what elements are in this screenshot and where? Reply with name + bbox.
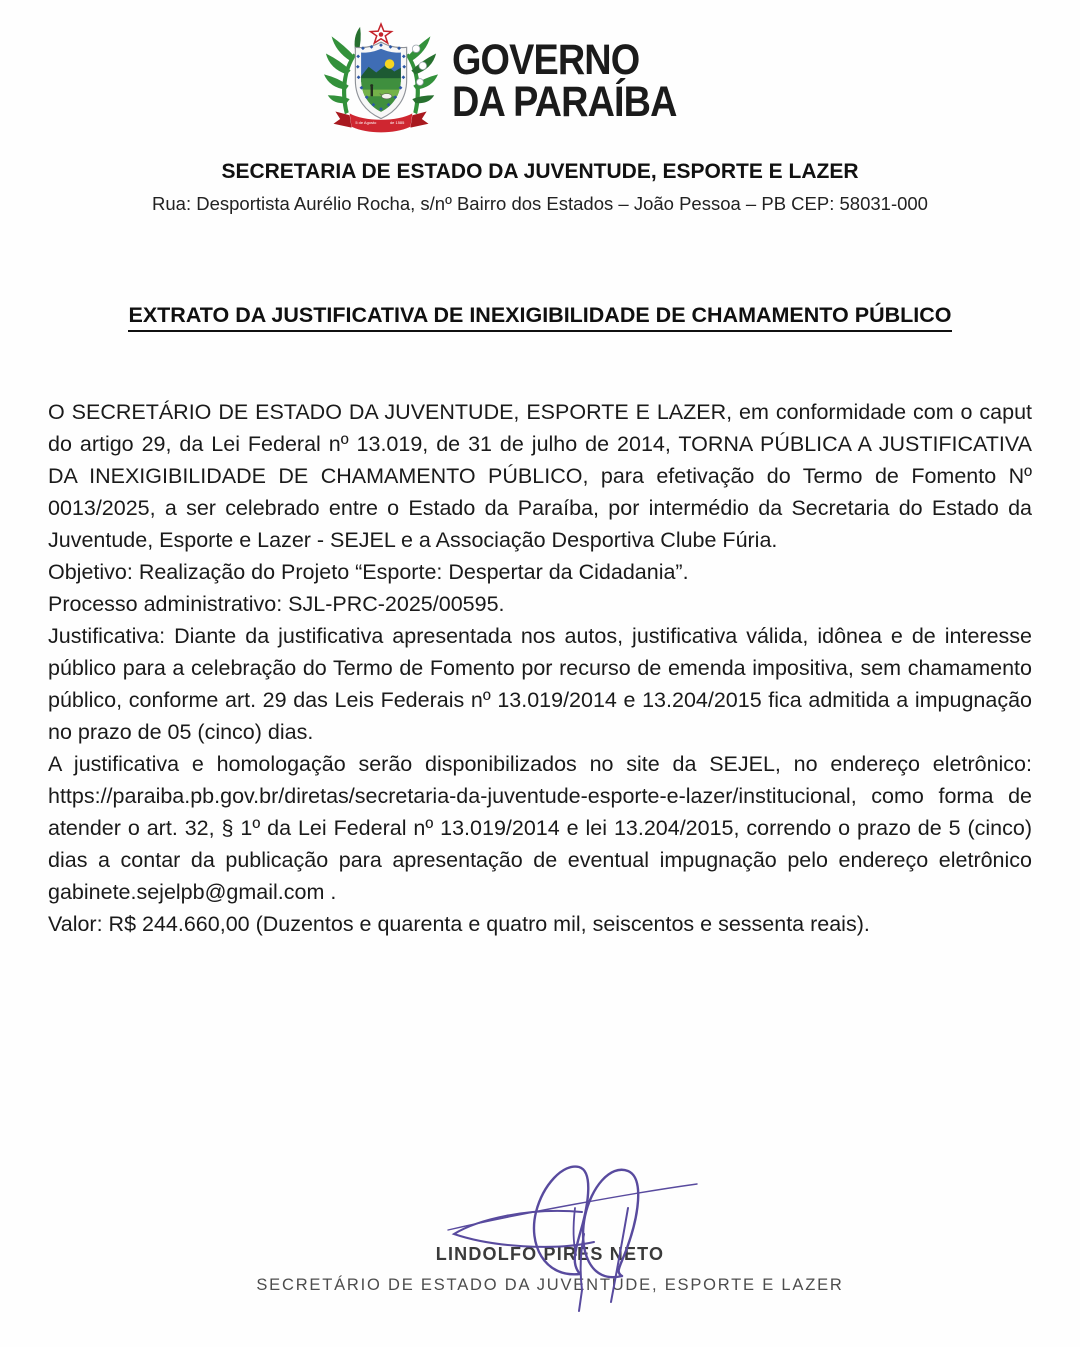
signer-name: LINDOLFO PIRES NETO <box>435 1244 665 1264</box>
document-paragraph-publicacao: A justificativa e homologação serão disponibilizados no site da SEJEL, no endereço eletrônico: https://paraiba.pb.gov.br/diretas/secretaria-da-juventude-esporte-e-lazer/institucional, como forma de atender o art. 32, § 1º da Lei Federal nº 13.019/2014 e lei 13.204/2015, correndo o prazo de 5 (cinco) dias a contar da publicação para apresentação de eventual impugnação pelo endereço eletrônico gabinete.sejelpb@gmail.com . <box>48 752 1032 904</box>
government-name <box>452 36 677 126</box>
document-paragraph-justificativa: Justificativa: Diante da justificativa apresentada nos autos, justificativa válida, idônea e de interesse público para a celebração do Termo de Fomento por recurso de emenda impositiva, sem chamamento público, conforme art. 29 das Leis Federais nº 13.019/2014 e 13.204/2015 fica admitida a impugnação no prazo de 05 (cinco) dias. <box>48 624 1032 744</box>
secretariat-name: SECRETARIA DE ESTADO DA JUVENTUDE, ESPORTE E LAZER <box>221 160 859 183</box>
government-logo <box>0 22 1056 142</box>
document-paragraph: O SECRETÁRIO DE ESTADO DA JUVENTUDE, ESPORTE E LAZER, em conformidade com o caput do artigo 29, da Lei Federal nº 13.019, de 31 de julho de 2014, TORNA PÚBLICA A JUSTIFICATIVA DA INEXIGIBILIDADE DE CHAMAMENTO PÚBLICO, para efetivação do Termo de Fomento Nº 0013/2025, a ser celebrado entre o Estado da Paraíba, por intermédio da Secretaria do Estado da Juventude, Esporte e Lazer - SEJEL e a Associação Desportiva Clube Fúria. <box>48 400 1032 552</box>
svg-text:5 de Agosto: 5 de Agosto <box>355 119 377 125</box>
address-line: Rua: Desportista Aurélio Rocha, s/nº Bairro dos Estados – João Pessoa – PB CEP: 58031-000 <box>152 193 928 214</box>
document-paragraph-processo: Processo administrativo: SJL-PRC-2025/00595. <box>48 592 505 616</box>
svg-text:de 1585: de 1585 <box>390 119 405 125</box>
document-title: EXTRATO DA JUSTIFICATIVA DE INEXIGIBILIDADE DE CHAMAMENTO PÚBLICO <box>0 303 1080 328</box>
cotton-branch <box>406 36 438 114</box>
signer-role: SECRETÁRIO DE ESTADO DA JUVENTUDE, ESPORTE E LAZER <box>256 1276 844 1294</box>
document-paragraph-objetivo: Objetivo: Realização do Projeto “Esporte: Despertar da Cidadania”. <box>48 560 689 584</box>
shield <box>356 42 407 118</box>
star-icon <box>371 24 392 43</box>
paraiba-coat-of-arms-icon <box>324 22 438 142</box>
document-paragraph-valor: Valor: R$ 244.660,00 (Duzentos e quarenta e quatro mil, seiscentos e sessenta reais). <box>48 912 870 936</box>
government-name-line2: DA PARAÍBA <box>452 78 677 126</box>
document-body <box>48 396 1032 940</box>
government-name-line1: GOVERNO <box>452 36 640 85</box>
